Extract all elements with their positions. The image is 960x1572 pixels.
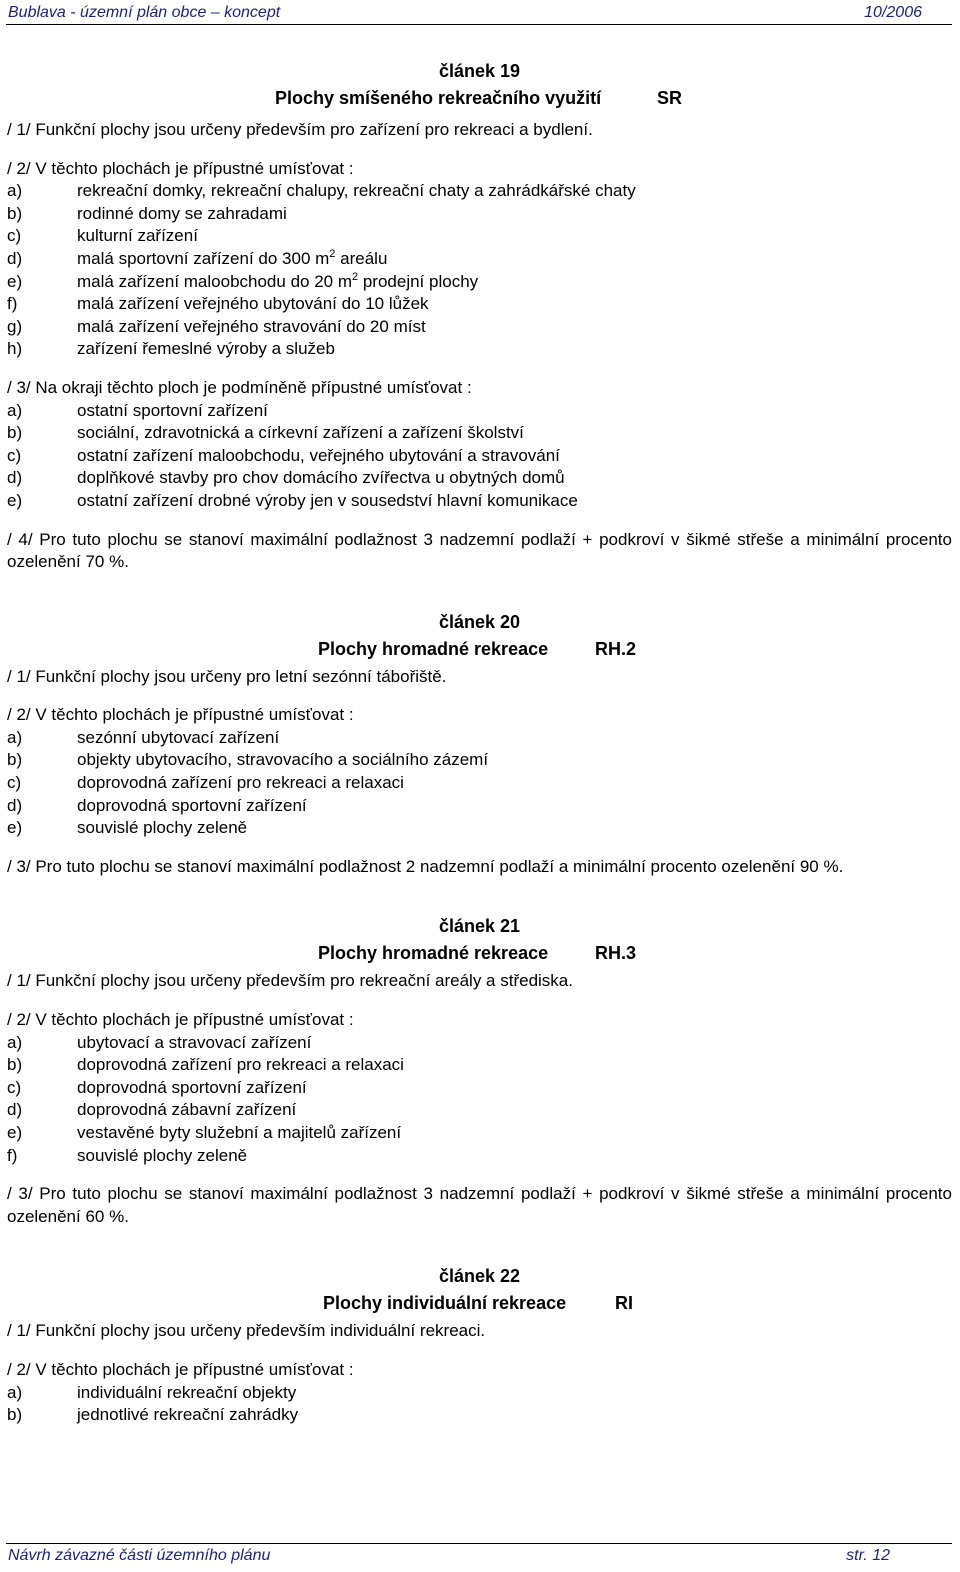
permitted-uses-list xyxy=(7,1382,952,1427)
list-item: b) rodinné domy se zahradami xyxy=(7,203,287,223)
article-title-row xyxy=(7,1288,952,1318)
article-number: článek 21 xyxy=(438,916,521,937)
list-item: c) doprovodná sportovní zařízení xyxy=(7,1077,307,1097)
list-item: a) ostatní sportovní zařízení xyxy=(7,400,268,420)
article-title-row xyxy=(7,83,952,113)
list-item: h) zařízení řemeslné výroby a služeb xyxy=(7,339,335,359)
conditional-uses-list xyxy=(7,400,952,513)
paragraph-2-intro: / 2/ V těchto plochách je přípustné umísťovat : xyxy=(7,1359,354,1379)
page-header xyxy=(6,2,952,25)
article-22 xyxy=(7,1264,952,1426)
article-title: Plochy hromadné rekreace xyxy=(318,943,549,964)
document-body xyxy=(7,59,952,1427)
article-20 xyxy=(7,610,952,879)
list-item: d) doprovodná sportovní zařízení xyxy=(7,795,307,815)
article-code: RH.2 xyxy=(595,638,637,659)
article-code: RH.3 xyxy=(595,943,637,964)
article-title: Plochy hromadné rekreace xyxy=(318,638,549,659)
paragraph-1: / 1/ Funkční plochy jsou určeny především pro zařízení pro rekreaci a bydlení. xyxy=(7,120,593,139)
article-code: RI xyxy=(615,1293,633,1314)
article-code: SR xyxy=(657,88,683,108)
article-number: článek 20 xyxy=(438,611,521,632)
paragraph-1: / 1/ Funkční plochy jsou určeny především individuální rekreaci. xyxy=(7,1321,486,1341)
list-item: g) malá zařízení veřejného stravování do 20 míst xyxy=(7,316,426,336)
paragraph-2-intro: / 2/ V těchto plochách je přípustné umísťovat : xyxy=(7,1010,354,1030)
list-item: e) vestavěné byty služební a majitelů zařízení xyxy=(7,1123,402,1142)
article-number: článek 19 xyxy=(438,61,521,81)
permitted-uses-list xyxy=(7,1032,952,1168)
list-item: f) malá zařízení veřejného ubytování do 10 lůžek xyxy=(7,294,429,314)
list-item: e) souvislé plochy zeleně xyxy=(7,818,248,838)
article-title-row xyxy=(7,938,952,968)
article-19 xyxy=(7,59,952,574)
article-title: Plochy smíšeného rekreačního využití xyxy=(275,88,602,108)
list-item: b) doprovodná zařízení pro rekreaci a relaxaci xyxy=(7,1055,404,1075)
paragraph-3-intro: / 3/ Na okraji těchto ploch je podmíněně přípustné umísťovat : xyxy=(7,377,472,397)
list-item: d) doplňkové stavby pro chov domácího zvířectva u obytných domů xyxy=(7,468,565,488)
list-item: a) sezónní ubytovací zařízení xyxy=(7,727,280,747)
list-item: b) objekty ubytovacího, stravovacího a sociálního zázemí xyxy=(7,750,489,770)
list-item: a) individuální rekreační objekty xyxy=(7,1382,297,1402)
list-item: a) rekreační domky, rekreační chalupy, rekreační chaty a zahrádkářské chaty xyxy=(7,181,636,201)
list-item: e) malá zařízení maloobchodu do 20 $m^2$ prodejní plochy xyxy=(7,270,479,291)
paragraph-2-intro: / 2/ V těchto plochách je přípustné umísťovat : xyxy=(7,158,354,178)
paragraph-1: / 1/ Funkční plochy jsou určeny pro letní sezónní tábořiště. xyxy=(7,666,447,686)
paragraph-2-intro: / 2/ V těchto plochách je přípustné umísťovat : xyxy=(7,705,354,725)
article-title: Plochy individuální rekreace xyxy=(323,1293,567,1314)
header-document-title: Bublava - územní plán obce – koncept xyxy=(8,4,281,21)
list-item: d) doprovodná zábavní zařízení xyxy=(7,1100,297,1120)
article-number: článek 22 xyxy=(438,1266,521,1287)
list-item: a) ubytovací a stravovací zařízení xyxy=(7,1032,312,1052)
header-date: 10/2006 xyxy=(864,4,922,21)
page-footer xyxy=(6,1543,952,1568)
list-item: f) souvislé plochy zeleně xyxy=(7,1145,248,1165)
footer-document-title: Návrh závazné části územního plánu xyxy=(8,1547,271,1564)
permitted-uses-list xyxy=(7,180,952,361)
article-title-row xyxy=(7,634,952,664)
paragraph-1: / 1/ Funkční plochy jsou určeny především pro rekreační areály a střediska. xyxy=(7,971,573,991)
list-item: e) ostatní zařízení drobné výroby jen v sousedství hlavní komunikace xyxy=(7,490,578,510)
article-21 xyxy=(7,914,952,1228)
paragraph-3: / 3/ Pro tuto plochu se stanoví maximální podlažnost 2 nadzemní podlaží a minimální procento ozelenění 90 %. xyxy=(7,856,844,876)
list-item: c) ostatní zařízení maloobchodu, veřejného ubytování a stravování xyxy=(7,445,560,465)
paragraph-3: / 3/ Pro tuto plochu se stanoví maximální podlažnost 3 nadzemní podlaží + podkroví v šikmé střeše a minimální procento ozelenění 60 %. xyxy=(7,1184,952,1226)
list-item: c) doprovodná zařízení pro rekreaci a relaxaci xyxy=(7,773,404,793)
paragraph-4: / 4/ Pro tuto plochu se stanoví maximální podlažnost 3 nadzemní podlaží + podkroví v šikmé střeše a minimální procento ozelenění 70 %. xyxy=(7,529,952,572)
list-item: c) kulturní zařízení xyxy=(7,226,198,246)
footer-page-number: str. 12 xyxy=(846,1547,890,1564)
list-item: b) jednotlivé rekreační zahrádky xyxy=(7,1405,299,1425)
list-item: b) sociální, zdravotnická a církevní zařízení a zařízení školství xyxy=(7,423,524,443)
permitted-uses-list xyxy=(7,727,952,840)
list-item: d) malá sportovní zařízení do 300 $m^2$ areálu xyxy=(7,247,388,268)
